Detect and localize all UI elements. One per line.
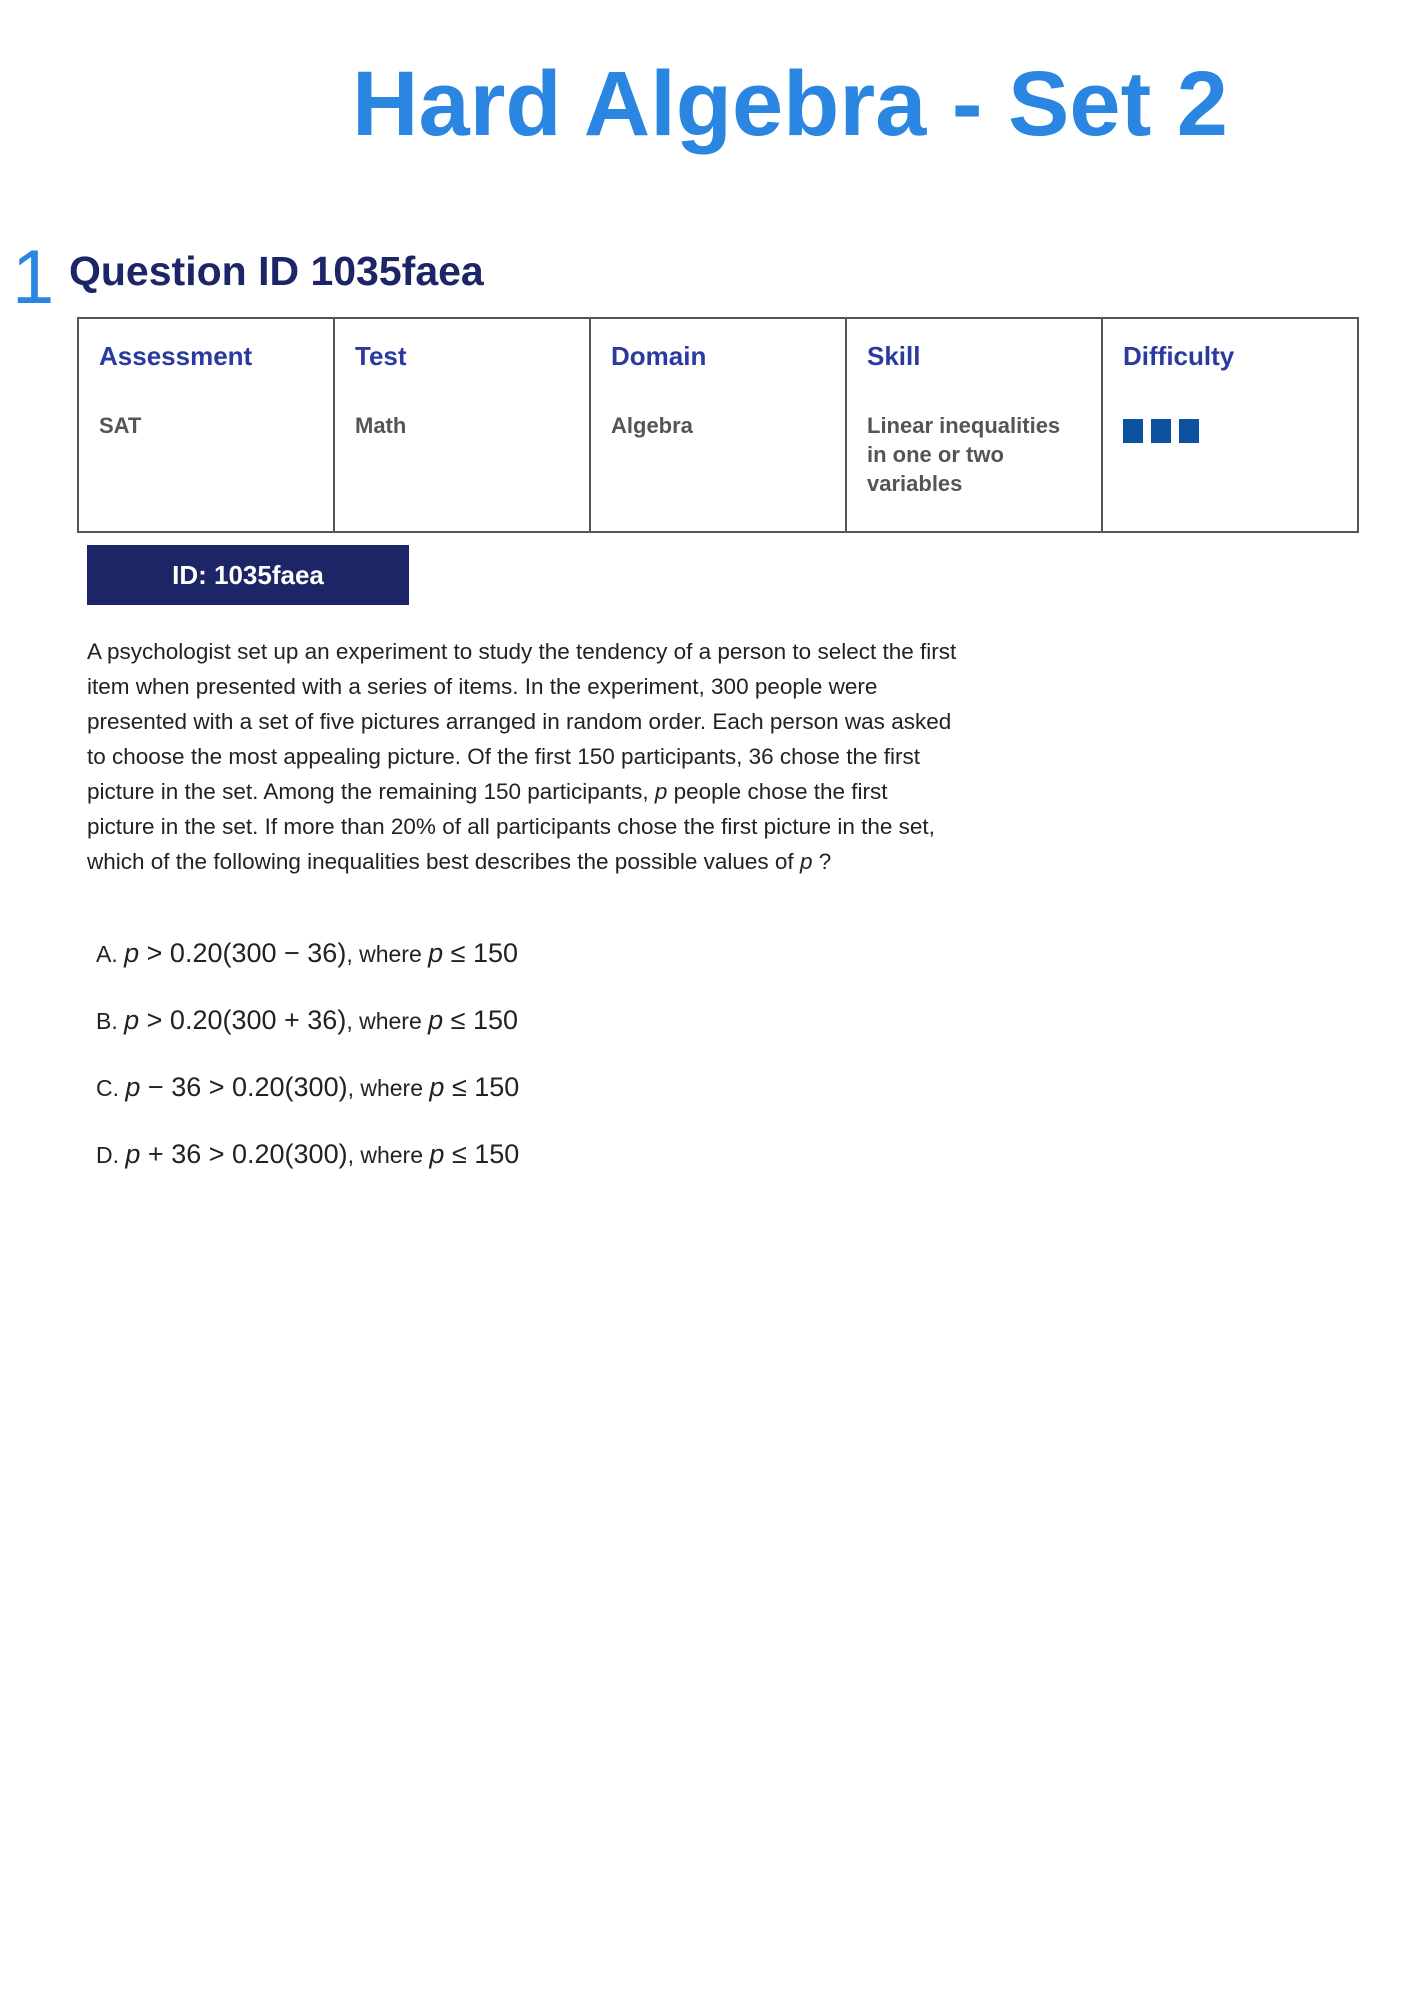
meta-header: Domain <box>611 341 707 371</box>
meta-domain <box>590 318 846 532</box>
answer-option[interactable] <box>96 938 518 969</box>
where-text: , where <box>347 1075 424 1101</box>
variable-p: p <box>124 938 140 968</box>
answer-option[interactable] <box>96 1072 519 1103</box>
variable-p: p <box>429 1139 445 1169</box>
condition-text: ≤ 150 <box>444 1139 520 1169</box>
answer-option[interactable] <box>96 1005 518 1036</box>
variable-p: p <box>125 1139 141 1169</box>
option-condition <box>428 938 518 968</box>
option-expression <box>125 1072 347 1102</box>
page-title: Hard Algebra - Set 2 <box>352 53 1228 155</box>
meta-value: SAT <box>99 413 142 438</box>
condition-text: ≤ 150 <box>443 938 519 968</box>
variable-p: p <box>654 779 668 804</box>
question-text-pre: A psychologist set up an experiment to study the tendency of a person to select the first item when presented with a series of items. In the experiment, 300 people were presented with a set of five pictures arranged in random order. Each person was asked to choose the most appealing picture. Of the first 150 participants, 36 chose the first picture in the set. Among the remaining 150 participants, <box>87 639 957 804</box>
option-expression <box>124 1005 346 1035</box>
condition-text: ≤ 150 <box>443 1005 519 1035</box>
option-condition <box>428 1005 518 1035</box>
expression-text: > 0.20(300 − 36) <box>139 938 347 968</box>
option-letter: A. <box>96 941 118 967</box>
variable-p: p <box>124 1005 140 1035</box>
meta-header: Skill <box>867 341 921 371</box>
difficulty-square <box>1179 419 1199 443</box>
option-letter: B. <box>96 1008 118 1034</box>
difficulty-square <box>1151 419 1171 443</box>
meta-assessment <box>78 318 334 532</box>
expression-text: + 36 > 0.20(300) <box>140 1139 348 1169</box>
expression-text: > 0.20(300 + 36) <box>139 1005 347 1035</box>
variable-p: p <box>125 1072 141 1102</box>
where-text: , where <box>346 941 422 967</box>
meta-header: Assessment <box>99 341 253 371</box>
option-expression <box>124 938 346 968</box>
option-letter: C. <box>96 1075 119 1101</box>
difficulty-square <box>1123 419 1143 443</box>
meta-value: Math <box>355 413 407 438</box>
option-expression <box>125 1139 347 1169</box>
question-text <box>87 634 957 879</box>
meta-test <box>334 318 590 532</box>
option-condition <box>429 1139 519 1169</box>
variable-p: p <box>429 1072 445 1102</box>
where-text: , where <box>347 1142 424 1168</box>
meta-difficulty <box>1102 318 1358 532</box>
variable-p: p <box>799 849 813 874</box>
variable-p: p <box>428 1005 444 1035</box>
meta-header: Difficulty <box>1123 341 1235 371</box>
option-condition <box>429 1072 519 1102</box>
where-text: , where <box>346 1008 422 1034</box>
question-number: 1 <box>12 235 55 320</box>
difficulty-indicator <box>1123 419 1337 450</box>
condition-text: ≤ 150 <box>444 1072 520 1102</box>
meta-header: Test <box>355 341 407 371</box>
question-text-mid: people chose the first picture in the set. If more than 20% of all participants chose the first picture in the set, which of the following inequalities best describes the possible values of <box>87 779 935 874</box>
meta-value: Linear inequalities in one or two variables <box>867 413 1061 496</box>
expression-text: − 36 > 0.20(300) <box>140 1072 348 1102</box>
answer-option[interactable] <box>96 1139 519 1170</box>
question-meta-table <box>77 317 1359 533</box>
question-text-end: ? <box>818 849 832 874</box>
variable-p: p <box>428 938 444 968</box>
id-badge: ID: 1035faea <box>87 545 409 605</box>
meta-value: Algebra <box>611 413 693 438</box>
option-letter: D. <box>96 1142 119 1168</box>
question-heading: Question ID 1035faea <box>69 248 484 294</box>
meta-skill <box>846 318 1102 532</box>
